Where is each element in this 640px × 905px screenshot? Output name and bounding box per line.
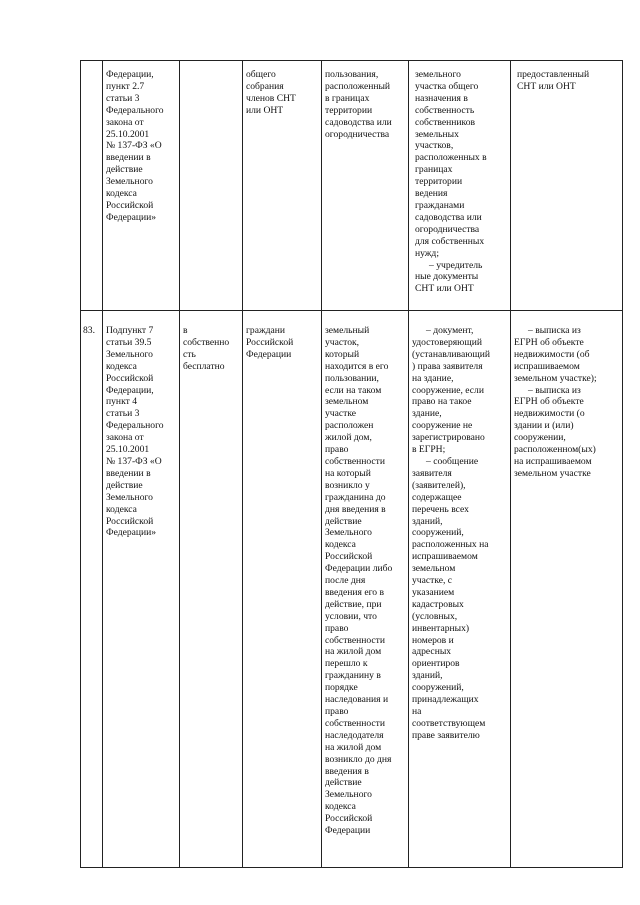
text-line: – учредитель <box>429 259 483 271</box>
text-line: введения в <box>325 765 369 777</box>
text-line: Федерации» <box>106 211 157 223</box>
text-line: общего <box>246 69 276 80</box>
text-line: Земельного <box>325 527 372 539</box>
text-line: в границах <box>325 92 370 104</box>
text-line: перешло к <box>325 658 368 670</box>
text-line: для собственных <box>415 235 485 247</box>
text-line: находится в его <box>325 360 389 372</box>
text-line: номеров и <box>412 634 454 646</box>
text-line: сооружений, <box>412 682 464 694</box>
text-line: испрашиваемом <box>412 551 478 563</box>
applicants-cell <box>243 61 322 311</box>
text-line: испрашиваемом <box>514 360 580 372</box>
text-line: который <box>325 348 360 360</box>
text-line: закона от <box>106 116 144 128</box>
text-line: садоводства или <box>325 116 392 128</box>
text-line: Федерации, <box>106 69 154 80</box>
text-line: принадлежащих <box>412 694 479 706</box>
text-line: ориентиров <box>412 658 460 670</box>
text-line: земельном <box>325 396 369 408</box>
text-line: огородничества <box>415 223 480 235</box>
text-line: кодекса <box>106 503 137 515</box>
text-line: на испрашиваемом <box>514 455 592 467</box>
text-line: пользования, <box>325 69 379 80</box>
text-line: кодекса <box>325 539 356 551</box>
text-line: 25.10.2001 <box>106 444 150 456</box>
text-line: собственности <box>325 455 386 467</box>
text-line: земельном участке <box>514 467 591 479</box>
text-line: собственников <box>415 116 476 128</box>
table-row <box>81 311 623 868</box>
text-line: сооружение не <box>412 420 473 432</box>
text-line: ведения <box>415 188 448 200</box>
text-line: Федерации <box>246 348 292 360</box>
text-line: пункт 2.7 <box>106 80 145 92</box>
text-line: расположенном(ых) <box>514 444 596 456</box>
text-line: зданий, <box>412 670 443 682</box>
row-number-cell <box>81 311 103 868</box>
row-number: 83. <box>83 325 95 336</box>
text-line: кодекса <box>325 801 356 813</box>
text-line: предоставленный <box>517 69 590 80</box>
text-line: адресных <box>412 646 452 658</box>
text-line: расположен <box>325 420 374 432</box>
text-line: 25.10.2001 <box>106 128 150 140</box>
text-line: (заявителей), <box>412 479 466 491</box>
text-line: сооружение, если <box>412 384 484 396</box>
text-line: земельный <box>325 325 370 336</box>
text-line: введения его в <box>325 586 385 598</box>
text-line: кодекса <box>106 188 137 200</box>
text-line: граждани <box>246 325 286 336</box>
text-line: введении в <box>106 152 151 164</box>
text-line: земельного <box>415 69 461 80</box>
text-line: Земельного <box>325 789 372 801</box>
text-line: если на таком <box>325 384 382 396</box>
text-line: праве заявителю <box>412 729 480 741</box>
text-line: дня введения в <box>325 503 386 515</box>
text-line: гражданами <box>415 199 465 211</box>
text-line: сть <box>183 348 196 360</box>
text-line: огородничества <box>325 128 390 140</box>
text-line: членов СНТ <box>246 92 296 104</box>
text-line: действие, при <box>325 598 382 610</box>
text-line: соответствующем <box>412 717 486 729</box>
text-line: инвентарных) <box>412 622 470 634</box>
applicants-cell <box>243 311 322 868</box>
text-line: Российской <box>106 199 154 211</box>
text-line: недвижимости (о <box>514 408 585 420</box>
text-line: здание, <box>412 408 442 420</box>
text-line: Российской <box>325 813 373 825</box>
text-line: после дня <box>325 575 366 587</box>
text-line: на жилой дом <box>325 646 382 658</box>
legal-basis-cell <box>103 311 180 868</box>
text-line: кодекса <box>106 360 137 372</box>
text-line: собственно <box>183 336 230 348</box>
documents-cell <box>409 311 511 868</box>
text-line: статьи 39.5 <box>106 336 152 348</box>
text-line: № 137-ФЗ «О <box>106 455 162 467</box>
text-line: право <box>325 444 349 456</box>
text-line: Федерации, <box>106 384 154 396</box>
text-line: участков, <box>415 140 454 152</box>
text-line: Земельного <box>106 176 153 188</box>
text-line: Федерального <box>106 104 164 116</box>
text-line: удостоверяющий <box>412 336 482 348</box>
text-line: недвижимости (об <box>514 348 590 360</box>
text-line: Земельного <box>106 348 153 360</box>
text-line: зданий, <box>412 515 443 527</box>
text-line: (устанавливающий <box>412 348 491 360</box>
text-line: статьи 3 <box>106 408 140 420</box>
text-line: Российской <box>325 551 373 563</box>
text-line: на который <box>325 467 371 479</box>
provision-form-cell <box>180 61 243 311</box>
conditions-cell <box>322 311 409 868</box>
text-line: нужд; <box>415 247 439 259</box>
text-line: садоводства или <box>415 211 482 223</box>
text-line: участок, <box>325 336 360 348</box>
text-line: Российской <box>106 515 154 527</box>
text-line: собственность <box>415 104 475 116</box>
text-line: Российской <box>246 336 294 348</box>
text-line: на здание, <box>412 372 454 384</box>
text-line: жилой дом, <box>325 432 372 444</box>
text-line: Подпункт 7 <box>106 325 154 336</box>
text-line: ) права заявителя <box>412 360 483 372</box>
text-line: действие <box>325 777 362 789</box>
text-line: участке <box>325 408 357 420</box>
text-line: ЕГРН об объекте <box>514 336 584 348</box>
text-line: статьи 3 <box>106 92 140 104</box>
text-line: порядке <box>325 682 358 694</box>
text-line: наследодателя <box>325 729 384 741</box>
text-line: пользовании, <box>325 372 379 384</box>
text-line: территории <box>325 104 373 116</box>
text-line: – выписка из <box>528 384 581 396</box>
text-line: расположенных в <box>415 152 487 164</box>
text-line: расположенных на <box>412 539 489 551</box>
text-line: действие <box>325 515 362 527</box>
text-line: возникло у <box>325 479 370 491</box>
requested-documents-cell <box>511 61 623 311</box>
text-line: земельном <box>412 563 456 575</box>
text-line: право <box>325 622 349 634</box>
text-line: собственности <box>325 634 386 646</box>
text-line: № 137-ФЗ «О <box>106 140 162 152</box>
text-line: Российской <box>106 372 154 384</box>
text-line: гражданина до <box>325 491 386 503</box>
legal-basis-cell <box>103 61 180 311</box>
text-line: введении в <box>106 467 151 479</box>
table-row <box>81 61 623 311</box>
text-line: СНТ или ОНТ <box>517 80 576 92</box>
text-line: перечень всех <box>412 503 469 515</box>
text-line: на жилой дом <box>325 741 382 753</box>
text-line: – документ, <box>426 325 474 336</box>
text-line: здании и (или) <box>514 420 574 432</box>
text-line: или ОНТ <box>246 104 284 116</box>
row-number-cell <box>81 61 103 311</box>
text-line: собственности <box>325 717 386 729</box>
text-line: участка общего <box>415 80 479 92</box>
text-line: Федерации либо <box>325 563 393 575</box>
text-line: сооружении, <box>514 432 566 444</box>
text-line: в <box>183 325 188 336</box>
text-line: в ЕГРН; <box>412 444 446 456</box>
text-line: зарегистрировано <box>412 432 485 444</box>
text-line: назначения в <box>415 92 468 104</box>
provision-form-cell <box>180 311 243 868</box>
text-line: Земельного <box>106 491 153 503</box>
text-line: право на такое <box>412 396 472 408</box>
text-line: (условных, <box>412 610 458 622</box>
text-line: территории <box>415 176 463 188</box>
text-line: – сообщение <box>426 455 479 467</box>
text-line: заявителя <box>412 467 452 479</box>
text-line: Федерации <box>325 825 371 837</box>
text-line: собрания <box>246 80 284 92</box>
text-line: пункт 4 <box>106 396 137 408</box>
text-line: расположенный <box>325 80 391 92</box>
text-line: на <box>412 706 422 717</box>
text-line: возникло до дня <box>325 753 392 765</box>
text-line: бесплатно <box>183 360 225 372</box>
text-line: кадастровых <box>412 598 464 610</box>
text-line: условии, что <box>325 610 377 622</box>
text-line: указанием <box>412 586 455 598</box>
text-line: СНТ или ОНТ <box>415 283 474 295</box>
text-line: земельных <box>415 128 459 140</box>
text-line: гражданину в <box>325 670 381 682</box>
documents-cell <box>409 61 511 311</box>
text-line: наследования и <box>325 694 389 706</box>
text-line: земельном участке); <box>514 372 597 384</box>
text-line: право <box>325 706 349 717</box>
text-line: ные документы <box>415 271 479 283</box>
requested-documents-cell <box>511 311 623 868</box>
text-line: действие <box>106 479 143 491</box>
text-line: ЕГРН об объекте <box>514 396 584 408</box>
text-line: Федерации» <box>106 527 157 539</box>
text-line: закона от <box>106 432 144 444</box>
conditions-cell <box>322 61 409 311</box>
text-line: сооружений, <box>412 527 464 539</box>
text-line: участке, с <box>412 575 453 587</box>
text-line: Федерального <box>106 420 164 432</box>
text-line: границах <box>415 164 453 176</box>
service-table <box>80 60 623 868</box>
text-line: действие <box>106 164 143 176</box>
text-line: содержащее <box>412 491 462 503</box>
text-line: – выписка из <box>528 325 581 336</box>
